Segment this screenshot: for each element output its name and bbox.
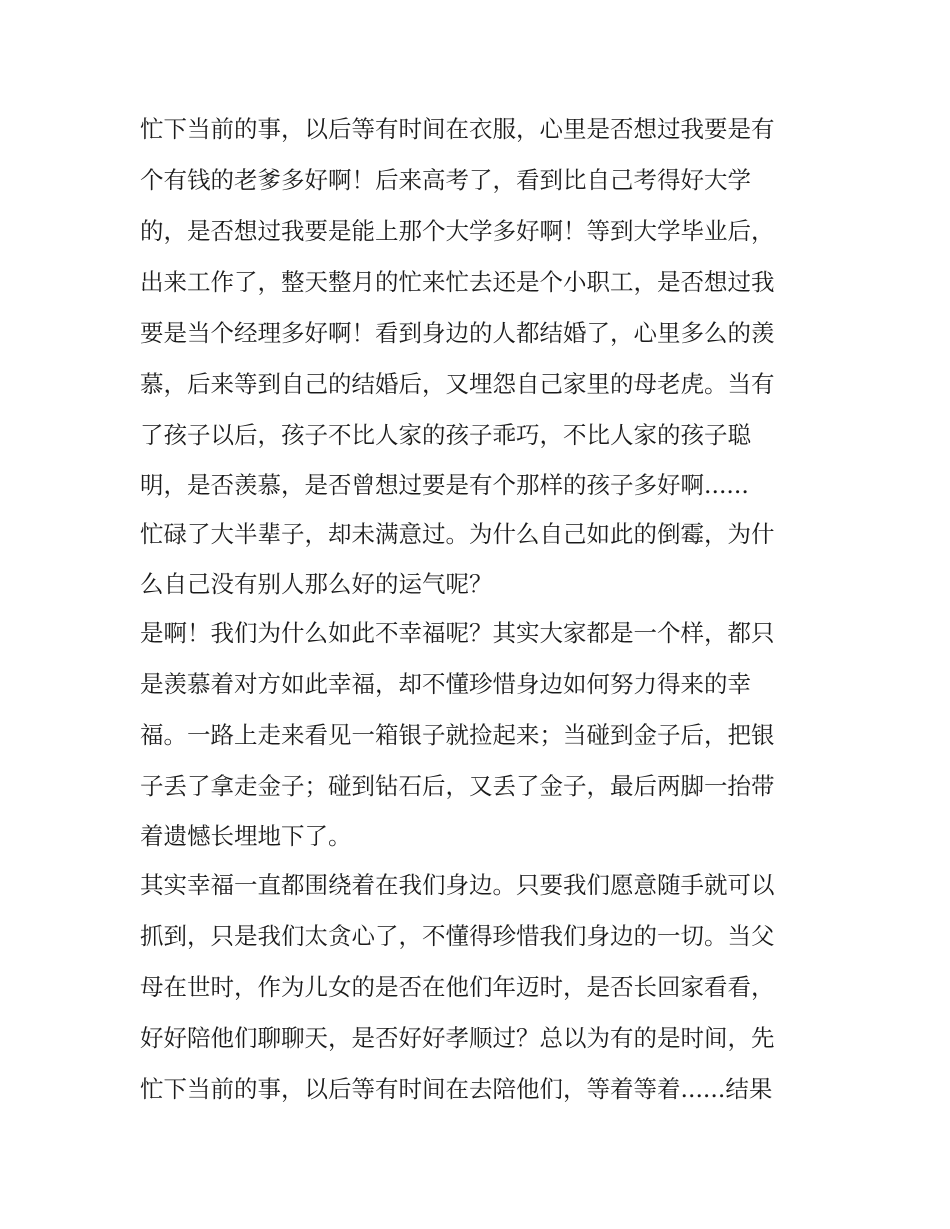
text-line: 是羡慕着对方如此幸福，却不懂珍惜身边如何努力得来的幸 — [140, 670, 751, 698]
text-line: 么自己没有别人那么好的运气呢？ — [140, 570, 493, 598]
text-line: 好好陪他们聊聊天，是否好好孝顺过？总以为有的是时间，先 — [140, 1024, 775, 1052]
text-line: 的，是否想过我要是能上那个大学多好啊！等到大学毕业后， — [140, 217, 775, 245]
text-line: 要是当个经理多好啊！看到身边的人都结婚了，心里多么的羡 — [140, 319, 775, 347]
text-line: 出来工作了，整天整月的忙来忙去还是个小职工，是否想过我 — [140, 268, 775, 296]
text-line: 明，是否羡慕，是否曾想过要是有个那样的孩子多好啊...... — [140, 471, 749, 499]
text-line: 忙碌了大半辈子，却未满意过。为什么自己如此的倒霉，为什 — [140, 520, 775, 548]
text-line: 子丢了拿走金子；碰到钻石后，又丢了金子，最后两脚一抬带 — [140, 772, 775, 800]
body-text — [140, 104, 820, 1115]
text-line: 忙下当前的事，以后等有时间在去陪他们，等着等着......结果 — [140, 1075, 773, 1103]
text-line: 忙下当前的事，以后等有时间在衣服，心里是否想过我要是有 — [140, 115, 775, 143]
text-line: 母在世时，作为儿女的是否在他们年迈时，是否长回家看看， — [140, 973, 775, 1001]
text-line: 抓到，只是我们太贪心了，不懂得珍惜我们身边的一切。当父 — [140, 922, 775, 950]
text-line: 了孩子以后，孩子不比人家的孩子乖巧，不比人家的孩子聪 — [140, 421, 751, 449]
text-line: 其实幸福一直都围绕着在我们身边。只要我们愿意随手就可以 — [140, 871, 775, 899]
text-line: 慕，后来等到自己的结婚后，又埋怨自己家里的母老虎。当有 — [140, 370, 775, 398]
text-line: 福。一路上走来看见一箱银子就捡起来；当碰到金子后，把银 — [140, 721, 775, 749]
text-line: 着遗憾长埋地下了。 — [140, 822, 352, 850]
text-line: 是啊！我们为什么如此不幸福呢？其实大家都是一个样，都只 — [140, 619, 775, 647]
text-line: 个有钱的老爹多好啊！后来高考了，看到比自己考得好大学 — [140, 166, 751, 194]
